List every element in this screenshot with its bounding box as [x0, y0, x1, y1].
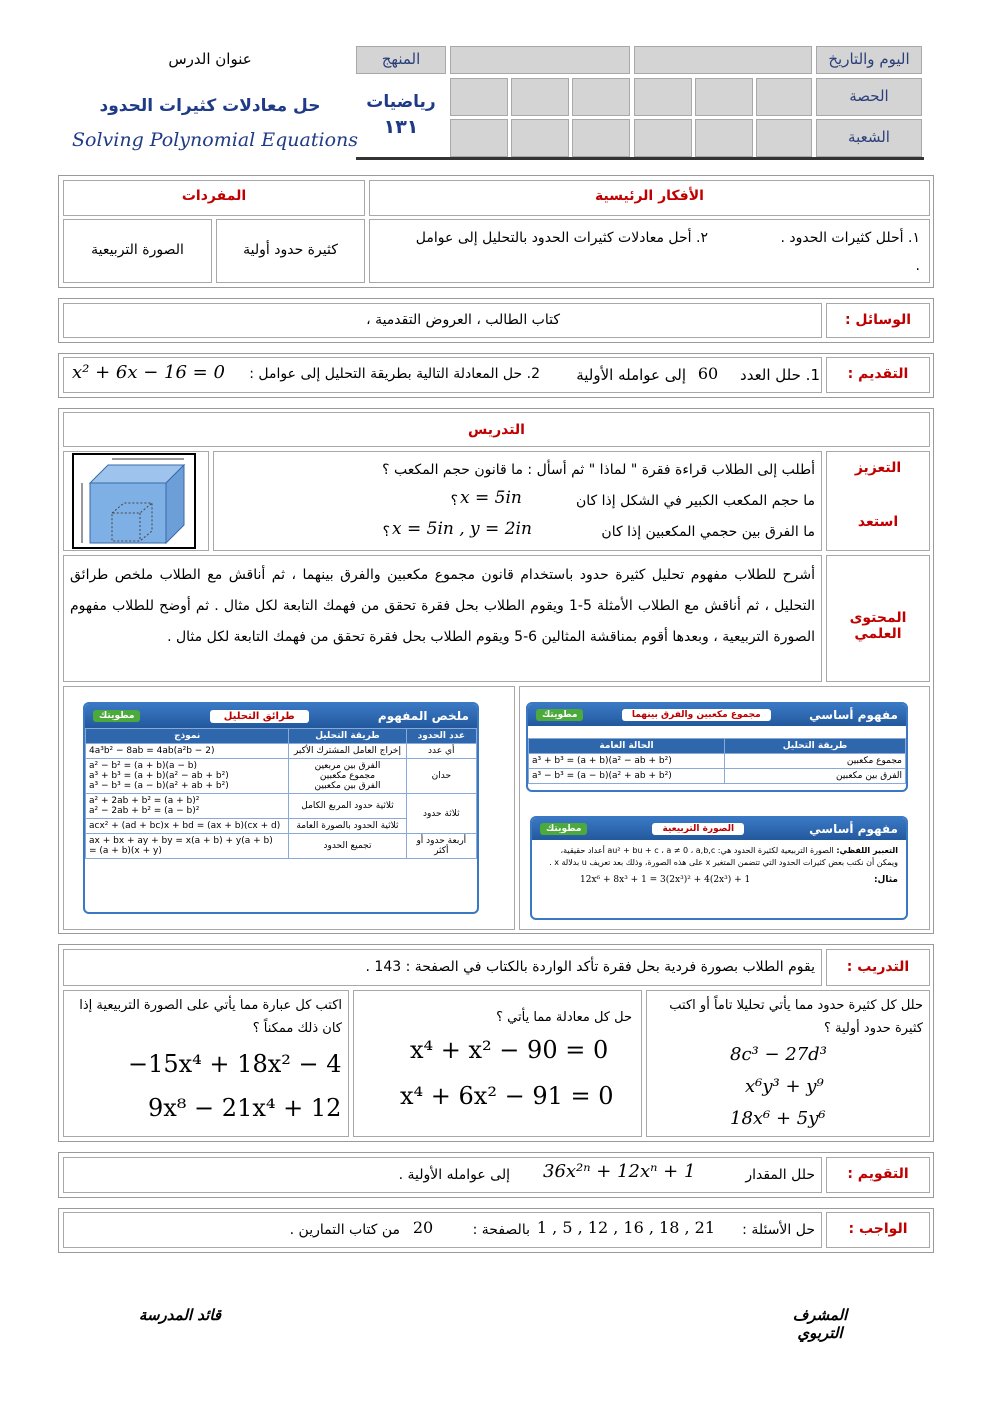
concept-summary-panel	[83, 702, 479, 914]
practice-label: التدريب :	[846, 959, 910, 975]
table-cell: 4a³b² − 8ab = 4ab(a²b − 2)	[86, 744, 289, 759]
table-cell: ثلاثية الحدود بالصورة العامة	[289, 819, 406, 834]
table-cell: a² + 2ab + b² = (a + b)² a² − 2ab + b² = (a − b)²	[86, 794, 289, 819]
header-cell	[756, 78, 812, 116]
table-cell: تجميع الحدود	[289, 834, 406, 859]
header-cell	[511, 119, 569, 157]
main-ideas-label: الأفكار الرئيسية	[595, 188, 704, 204]
cube-figure	[72, 453, 196, 549]
basic-concept-1-panel	[526, 702, 908, 792]
basic-concept-1-title: مفهوم أساسي	[809, 708, 898, 722]
ready-line-2-math: x = 5in	[460, 488, 522, 508]
concept-summary-title: ملخص المفهوم	[377, 709, 469, 723]
intro-q1-number: 60	[697, 364, 719, 383]
evaluation-label: التقويم :	[847, 1166, 909, 1182]
reinforce-line-1: أطلب إلى الطلاب قراءة فقرة " لماذا " ثم أسأل : ما قانون حجم المكعب ؟	[382, 462, 815, 478]
idea-1: ١. أحلل كثيرات الحدود .	[780, 230, 920, 246]
sum-difference-cubes-table	[528, 738, 906, 784]
header-cell	[450, 119, 508, 157]
evaluation-prefix: حلل المقدار	[745, 1167, 815, 1183]
basic-concept-1-subtitle: مجموع مكعبين والفرق بينهما	[622, 709, 771, 721]
table-cell: ax + bx + ay + by = x(a + b) + y(a + b) = (a + b)(x + y)	[86, 834, 289, 859]
practice-col-1-item: x⁶y³ + y⁹	[745, 1076, 824, 1097]
tools-text: كتاب الطالب ، العروض التقدمية ،	[366, 312, 560, 328]
reinforce-label: التعزيز	[854, 460, 902, 476]
header-cell	[572, 119, 630, 157]
evaluation-expression: 36x²ⁿ + 12xⁿ + 1	[543, 1161, 696, 1182]
table-cell: ثلاثة حدود	[406, 794, 476, 834]
practice-col-3-title: اكتب كل عبارة مما يأتي على الصورة التربيعية إذا كان ذلك ممكناً ؟	[79, 998, 342, 1036]
teaching-title: التدريس	[468, 422, 525, 438]
header-cell	[450, 78, 508, 116]
table-row	[86, 759, 477, 794]
section-label: الشعبة	[848, 128, 890, 146]
table-cell: إخراج العامل المشترك الأكبر	[289, 744, 406, 759]
practice-col-1-item: 18x⁶ + 5y⁶	[730, 1108, 826, 1129]
header-cell	[695, 119, 753, 157]
principal-signature: قائد المدرسة	[138, 1306, 222, 1324]
table-cell: a³ + b³ = (a + b)(a² − ab + b²)	[529, 754, 725, 769]
header-gray-cell-1	[450, 46, 630, 74]
verbal-text: الصورة التربيعية لكثيرة الحدود هي: au² + bu + c ، a ≠ 0 ، a,b,c أعداد حقيقية، ويمكن أن نكتب بعض كثيرات الحدود التي تتضمن المتغير x على هذه الصورة، وذلك بعد تعريف u بدلالة x .	[549, 846, 898, 867]
homework-page-label: بالصفحة :	[472, 1222, 530, 1238]
practice-col-1-item: 8c³ − 27d³	[730, 1044, 827, 1065]
table-cell: مجموع مكعبين	[725, 754, 906, 769]
practice-col-2-title: حل كل معادلة مما يأتي ؟	[496, 1010, 632, 1025]
basic-concept-2-panel	[530, 816, 908, 920]
practice-col-3-item: −15x⁴ + 18x² − 4	[128, 1050, 342, 1078]
table-header: طريقة التحليل	[289, 729, 406, 744]
header-cell	[511, 78, 569, 116]
ready-line-2-prefix: ما حجم المكعب الكبير في الشكل إذا كان	[575, 493, 815, 509]
foldable-badge: مطويتك	[540, 823, 587, 835]
lesson-title-label: عنوان الدرس	[168, 50, 252, 68]
practice-col-2-item: x⁴ + 6x² − 91 = 0	[400, 1082, 614, 1110]
tools-label: الوسائل :	[844, 312, 912, 328]
verbal-label: التعبير اللفظي:	[836, 846, 898, 855]
practice-col-1-title: حلل كل كثيرة حدود مما يأتي تحليلا تاماً أو اكتب كثيرة حدود أولية ؟	[669, 998, 923, 1036]
factoring-methods-table	[85, 728, 477, 859]
table-cell: a² − b² = (a + b)(a − b) a³ + b³ = (a + b)(a² − ab + b²) a³ − b³ = (a − b)(a² + ab + b²)	[86, 759, 289, 794]
header-cell	[572, 78, 630, 116]
period-label: الحصة	[849, 87, 889, 105]
ready-line-3-prefix: ما الفرق بين حجمي المكعبين إذا كان	[601, 524, 815, 540]
table-row	[529, 754, 906, 769]
basic-concept-2-title: مفهوم أساسي	[809, 822, 898, 836]
practice-col-3-item: 9x⁸ − 21x⁴ + 12	[148, 1094, 342, 1122]
intro-equation: x² + 6x − 16 = 0	[72, 362, 225, 383]
day-date-label: اليوم والتاريخ	[828, 50, 910, 68]
idea-2: ٢. أحل معادلات كثيرات الحدود بالتحليل إلى عوامل	[415, 230, 708, 246]
table-header: نموذج	[86, 729, 289, 744]
table-row	[529, 769, 906, 784]
table-row	[86, 834, 477, 859]
homework-page: 20	[412, 1218, 434, 1237]
table-cell: الفرق بين مربعين مجموع مكعبين الفرق بين مكعبين	[289, 759, 406, 794]
table-cell: أي عدد	[406, 744, 476, 759]
lesson-title-arabic: حل معادلات كثيرات الحدود	[99, 96, 321, 116]
content-label: المحتوى العلمي	[849, 610, 907, 642]
foldable-badge: مطويتك	[93, 710, 140, 722]
intro-label: التقديم :	[847, 366, 909, 382]
table-header: طريقة التحليل	[725, 739, 906, 754]
table-cell: acx² + (ad + bc)x + bd = (ax + b)(cx + d)	[86, 819, 289, 834]
table-header: عدد الحدود	[406, 729, 476, 744]
homework-label: الواجب :	[848, 1221, 908, 1237]
content-text: أشرح للطلاب مفهوم تحليل كثيرة حدود باستخدام قانون مجموع مكعبين والفرق بينهما ، ثم أناقش مع الطلاب ملخص طرائق التحليل ، ثم أناقش مع الطلاب الأمثلة 5-1 ويقوم الطلاب بحل فقرة تحقق من فهمك التابعة لكل مثال . ثم أوضح للطلاب مفهوم الصورة التربيعية ، وبعدها أقوم بمناقشة المثالين 6-5 ويقوم الطلاب بحل فقرة تحقق من فهمك التابعة لكل مثال .	[70, 567, 816, 645]
curriculum-value: رياضيات	[366, 92, 436, 112]
header-cell	[634, 119, 692, 157]
table-cell: حدان	[406, 759, 476, 794]
vocab-2: الصورة التربيعية	[91, 242, 184, 258]
ready-label: استعد	[857, 514, 899, 530]
practice-text: يقوم الطلاب بصورة فردية بحل فقرة تأكد الواردة بالكتاب في الصفحة : 143 .	[365, 959, 815, 975]
header-gray-cell-2	[634, 46, 812, 74]
supervisor-signature: المشرف التربوي	[792, 1306, 848, 1342]
header-cell	[756, 119, 812, 157]
evaluation-suffix: إلى عوامله الأولية .	[398, 1167, 510, 1183]
header-cell	[634, 78, 692, 116]
idea-2-end: .	[915, 258, 920, 274]
basic-concept-2-subtitle: الصورة التربيعية	[652, 823, 744, 835]
homework-prefix: حل الأسئلة :	[742, 1222, 815, 1238]
intro-q2: 2. حل المعادلة التالية بطريقة التحليل إلى عوامل :	[249, 366, 540, 382]
foldable-badge: مطويتك	[536, 709, 583, 721]
homework-suffix: من كتاب التمارين .	[289, 1222, 400, 1238]
vocab-1: كثيرة حدود أولية	[243, 242, 338, 258]
intro-q1-suffix: إلى عوامله الأولية	[576, 366, 686, 384]
ready-line-2-suffix: ؟	[450, 493, 458, 509]
table-cell: a³ − b³ = (a − b)(a² + ab + b²)	[529, 769, 725, 784]
table-row	[86, 794, 477, 819]
ready-line-3-suffix: ؟	[382, 524, 390, 540]
header-cell	[695, 78, 753, 116]
example-label: مثال:	[873, 875, 898, 886]
table-cell: الفرق بين مكعبين	[725, 769, 906, 784]
vocab-label: المفردات	[181, 188, 247, 204]
ready-line-3-math: x = 5in , y = 2in	[392, 519, 532, 539]
curriculum-number: ١٣١	[383, 116, 419, 138]
intro-q1-prefix: 1. حلل العدد	[740, 366, 820, 384]
example-expression: 12x⁶ + 8x³ + 1 = 3(2x³)² + 4(2x³) + 1	[580, 875, 751, 886]
header-divider	[356, 157, 924, 160]
table-header: الحالة العامة	[529, 739, 725, 754]
table-cell: أربعة حدود أو أكثر	[406, 834, 476, 859]
concept-summary-subtitle: طرائق التحليل	[210, 710, 309, 723]
table-cell: ثلاثية حدود المربع الكامل	[289, 794, 406, 819]
table-row	[86, 744, 477, 759]
practice-col-2-item: x⁴ + x² − 90 = 0	[410, 1036, 609, 1064]
curriculum-label: المنهج	[381, 50, 421, 68]
lesson-title-english: Solving Polynomial Equations	[72, 129, 358, 151]
homework-questions: 1 , 5 , 12 , 16 , 18 , 21	[536, 1218, 715, 1237]
